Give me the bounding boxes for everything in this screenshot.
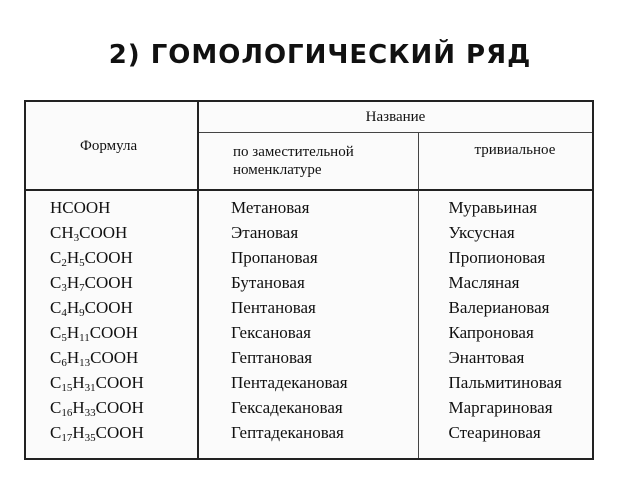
formula-subscript: 5 [61, 332, 67, 344]
formula-text: COOH [89, 323, 138, 342]
systematic-name-cell: Этановая [198, 220, 418, 245]
formula-subscript: 6 [61, 357, 67, 369]
formula-subscript: 33 [84, 407, 96, 419]
formula-subscript: 5 [79, 257, 85, 269]
formula-cell [26, 395, 198, 420]
formula-text: COOH [84, 298, 133, 317]
trivial-name-cell: Валериановая [448, 298, 550, 317]
table-filler [26, 445, 592, 458]
table-row [26, 295, 592, 320]
formula-text: H [66, 273, 80, 292]
formula-cell [26, 420, 198, 445]
formula-subscript: 7 [79, 282, 85, 294]
filler-cell [418, 445, 592, 458]
table-row [26, 370, 592, 395]
formula-cell [26, 245, 198, 270]
formula-text: C [50, 348, 62, 367]
trivial-name-cell: Муравьиная [448, 198, 538, 217]
formula-subscript: 17 [61, 432, 73, 444]
formula-subscript: 3 [61, 282, 67, 294]
table-row [26, 395, 592, 420]
formula-text: COOH [95, 373, 144, 392]
formula-cell [26, 190, 198, 220]
formula-text: COOH [95, 398, 144, 417]
trivial-name-cell: Маргариновая [448, 398, 553, 417]
table-row [26, 270, 592, 295]
formula-cell [26, 320, 198, 345]
systematic-name-cell: Пентановая [198, 295, 418, 320]
formula-text: H [66, 298, 80, 317]
formula-text: COOH [90, 348, 139, 367]
header-trivial: тривиальное [418, 133, 592, 191]
systematic-name-cell: Гексадекановая [198, 395, 418, 420]
trivial-name-cell: Капроновая [448, 323, 534, 342]
trivial-name-cell: Энантовая [448, 348, 525, 367]
filler-cell [26, 445, 198, 458]
formula-text: C [50, 423, 62, 442]
table-row [26, 245, 592, 270]
trivial-name-cell: Уксусная [448, 223, 515, 242]
table-row [26, 320, 592, 345]
formula-text: H [72, 398, 85, 417]
formula-text: HCOOH [50, 198, 111, 217]
formula-text: COOH [84, 248, 133, 267]
formula-subscript: 15 [61, 382, 73, 394]
formula-cell [26, 370, 198, 395]
formula-subscript: 3 [73, 232, 80, 244]
formula-subscript: 13 [79, 357, 91, 369]
formula-text: CH [50, 223, 74, 242]
trivial-name-cell: Пропионовая [448, 248, 546, 267]
formula-text: C [50, 323, 62, 342]
formula-cell [26, 220, 198, 245]
formula-subscript: 4 [61, 307, 67, 319]
formula-text: H [66, 248, 80, 267]
slide-title: 2) ГОМОЛОГИЧЕСКИЙ РЯД [108, 40, 532, 70]
table-row [26, 220, 592, 245]
trivial-name-cell: Масляная [448, 273, 520, 292]
systematic-name-cell: Метановая [198, 190, 418, 220]
systematic-name-cell: Гептадекановая [198, 420, 418, 445]
formula-subscript: 31 [84, 382, 96, 394]
formula-text: C [50, 298, 62, 317]
systematic-name-cell: Гексановая [198, 320, 418, 345]
table-row [26, 420, 592, 445]
formula-text: COOH [84, 273, 133, 292]
formula-subscript: 9 [79, 307, 85, 319]
systematic-name-cell: Пентадекановая [198, 370, 418, 395]
formula-cell [26, 345, 198, 370]
formula-text: H [72, 423, 85, 442]
systematic-name-cell: Гептановая [198, 345, 418, 370]
formula-cell [26, 270, 198, 295]
formula-text: C [50, 373, 62, 392]
formula-text: COOH [95, 423, 144, 442]
formula-text: C [50, 273, 62, 292]
table-row [26, 190, 592, 220]
formula-subscript: 16 [61, 407, 73, 419]
formula-text: COOH [79, 223, 128, 242]
header-formula: Формула [26, 102, 198, 190]
table-row [26, 345, 592, 370]
formula-text: H [66, 348, 80, 367]
trivial-name-cell: Стеариновая [448, 423, 541, 442]
header-systematic: по заместительной номенклатуре [198, 133, 418, 191]
homologous-series-table [24, 100, 594, 460]
formula-text: H [72, 373, 85, 392]
formula-text: H [66, 323, 80, 342]
trivial-name-cell: Пальмитиновая [448, 373, 562, 392]
formula-subscript: 11 [79, 332, 90, 344]
formula-subscript: 2 [61, 257, 67, 269]
systematic-name-cell: Бутановая [198, 270, 418, 295]
filler-cell [198, 445, 418, 458]
formula-text: C [50, 248, 62, 267]
formula-cell [26, 295, 198, 320]
header-name: Название [198, 102, 592, 133]
formula-text: C [50, 398, 62, 417]
formula-subscript: 35 [84, 432, 96, 444]
systematic-name-cell: Пропановая [198, 245, 418, 270]
